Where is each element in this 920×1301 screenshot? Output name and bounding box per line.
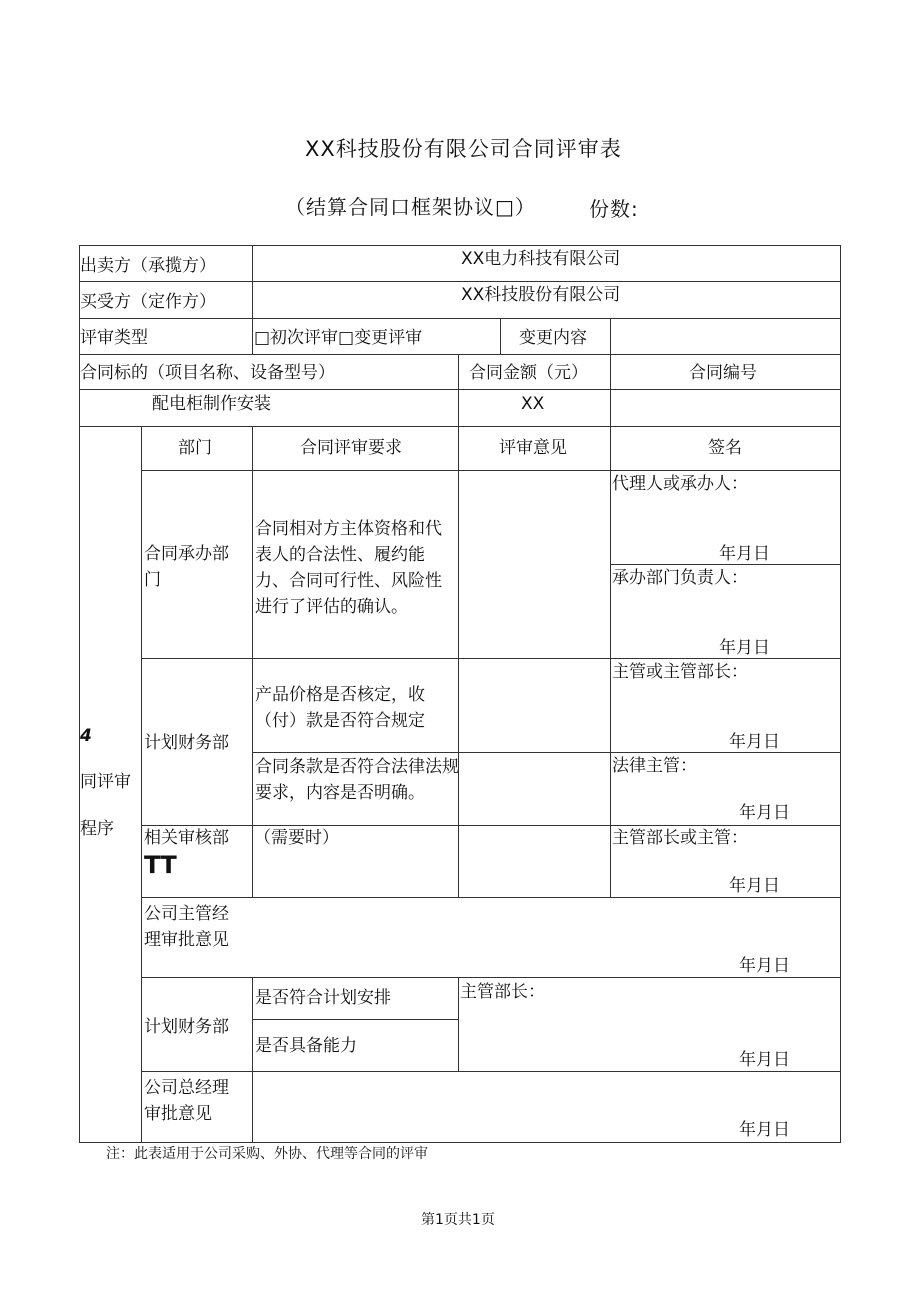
- row-undertaking-dept: 合同承办部门: [144, 544, 229, 590]
- page-footer: 第1页共1页: [421, 1212, 495, 1228]
- rule: [252, 1019, 458, 1020]
- date-2: 年月日: [719, 638, 770, 658]
- rule: [252, 426, 253, 897]
- row-undertaking-signature-2: 承办部门负责人：: [612, 568, 748, 588]
- rule: [610, 318, 611, 354]
- review-type-label: 评审类型: [80, 328, 148, 348]
- table-border-top: [79, 245, 841, 246]
- rule: [458, 977, 459, 1071]
- rule: [79, 389, 841, 390]
- subject-value: 配电柜制作安装: [152, 394, 271, 414]
- date-3: 年月日: [729, 732, 780, 752]
- subject-label: 合同标的（项目名称、设备型号）: [80, 363, 335, 383]
- review-side-label-mid: 同评审: [80, 772, 131, 792]
- row-finance2-dept: 计划财务部: [144, 1017, 229, 1037]
- row-related-dept-tail: ΤΤ: [144, 851, 177, 879]
- rule: [79, 318, 841, 319]
- seller-label: 出卖方（承揽方）: [80, 256, 216, 276]
- rule: [141, 426, 142, 1142]
- review-side-label-bottom: 程序: [80, 819, 114, 839]
- rule: [141, 897, 841, 898]
- rule: [252, 977, 253, 1142]
- table-border-bottom: [79, 1142, 841, 1143]
- row-finance-requirement-2: 合同条款是否符合法律法规要求，内容是否明确。: [255, 757, 459, 803]
- row-undertaking-requirement: 合同相对方主体资格和代表人的合法性、履约能力、合同可行性、风险性进行了评估的确认。: [255, 519, 442, 617]
- row-related-dept: 相关审核部: [144, 828, 229, 848]
- amount-value: XX: [521, 394, 545, 414]
- date-5: 年月日: [729, 876, 780, 896]
- row-undertaking-signature-1: 代理人或承办人：: [612, 474, 748, 494]
- row-finance2-signature: 主管部长：: [460, 982, 545, 1002]
- rule: [79, 354, 841, 355]
- rule: [458, 354, 459, 426]
- buyer-value: XX科技股份有限公司: [461, 285, 621, 305]
- buyer-label: 买受方（定作方）: [80, 292, 216, 312]
- row-finance2-requirement-2: 是否具备能力: [255, 1036, 357, 1056]
- rule: [500, 318, 501, 354]
- row-finance-signature-1: 主管或主管部长：: [612, 662, 748, 682]
- date-1: 年月日: [719, 544, 770, 564]
- row-finance-requirement-1: 产品价格是否核定，收（付）款是否符合规定: [255, 685, 425, 731]
- rule: [458, 426, 459, 897]
- header-requirement: 合同评审要求: [300, 438, 402, 458]
- page-title: XX科技股份有限公司合同评审表: [305, 137, 622, 161]
- header-dept: 部门: [178, 438, 212, 458]
- rule: [79, 426, 841, 427]
- row-general-manager: 公司总经理审批意见: [144, 1078, 229, 1124]
- date-4: 年月日: [739, 803, 790, 823]
- row-finance-dept: 计划财务部: [144, 733, 229, 753]
- date-8: 年月日: [739, 1120, 790, 1140]
- review-type-options: □初次评审□变更评审: [254, 328, 423, 348]
- footnote: 注：此表适用于公司采购、外协、代理等合同的评审: [106, 1146, 428, 1162]
- row-supervisor-manager: 公司主管经理审批意见: [144, 904, 229, 950]
- copies-label: 份数:: [589, 197, 639, 221]
- contract-type-line: （结算合同口框架协议□）: [285, 195, 536, 219]
- rule: [610, 426, 611, 897]
- row-related-requirement: （需要时）: [254, 828, 339, 848]
- header-opinion: 评审意见: [499, 438, 567, 458]
- change-content-label: 变更内容: [519, 328, 587, 348]
- seller-value: XX电力科技有限公司: [461, 249, 621, 269]
- rule: [141, 1071, 841, 1072]
- table-border-right: [840, 245, 841, 1143]
- rule: [141, 470, 841, 471]
- row-finance-signature-2: 法律主管：: [612, 756, 697, 776]
- rule: [252, 245, 253, 354]
- rule: [141, 825, 841, 826]
- date-7: 年月日: [739, 1050, 790, 1070]
- date-6: 年月日: [739, 956, 790, 976]
- rule: [141, 977, 841, 978]
- row-finance2-requirement-1: 是否符合计划安排: [255, 988, 391, 1008]
- review-side-label-top: 4: [80, 726, 92, 746]
- amount-label: 合同金额（元）: [469, 363, 588, 383]
- header-signature: 签名: [708, 438, 742, 458]
- contract-number-label: 合同编号: [689, 363, 757, 383]
- rule: [79, 281, 841, 282]
- rule: [610, 354, 611, 426]
- row-related-signature: 主管部长或主管：: [612, 828, 748, 848]
